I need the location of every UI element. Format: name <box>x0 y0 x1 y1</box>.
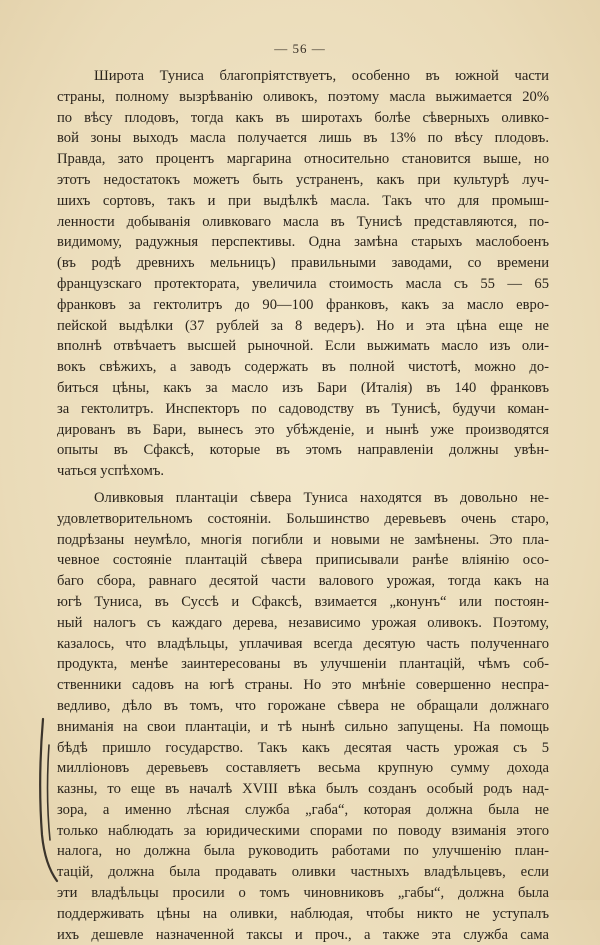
text-line: франковъ за гектолитръ до 90—100 франковъ, какъ за масло евро- <box>57 296 549 313</box>
text-line: зора, а именно лѣсная служба „габа“, которая должна была не <box>57 801 549 818</box>
text-line: вокъ свѣжихъ, а заводъ содержать въ полной чистотѣ, можно до- <box>57 359 549 376</box>
text-line: шихъ сортовъ, такъ и при выдѣлкѣ масла. Такъ что для промыш- <box>57 192 549 209</box>
text-line: биться цѣны, какъ за масло изъ Бари (Италія) въ 140 франковъ <box>57 379 549 396</box>
text-line: за гектолитръ. Инспекторъ по садоводству въ Тунисѣ, будучи коман- <box>57 400 549 417</box>
text-line: казны, то еще въ началѣ XVIII вѣка былъ созданъ особый родъ над- <box>57 781 549 798</box>
text-line: Оливковыя плантаціи сѣвера Туниса находятся въ довольно не- <box>94 489 549 506</box>
text-line: дированъ въ Бари, вынесъ это убѣжденіе, и нынѣ уже производятся <box>57 421 549 438</box>
text-line: тацій, должна была продавать оливки частныхъ владѣльцевъ, если <box>57 864 549 881</box>
text-line: по вѣсу плодовъ, тогда какъ въ широтахъ болѣе сѣверныхъ оливко- <box>57 109 549 126</box>
text-line: удовлетворительномъ состояніи. Большинство деревьевъ очень старо, <box>57 510 549 527</box>
text-line: чаться успѣхомъ. <box>57 463 165 480</box>
text-line: ихъ дешевле назначенной таксы и проч., а также эта служба сама <box>57 926 549 943</box>
margin-pencil-mark <box>35 715 65 885</box>
text-line: видимому, радужныя перспективы. Одна замѣна старыхъ маслобоенъ <box>57 234 549 251</box>
text-line: пейской выдѣлки (37 рублей за 8 ведеръ). Но и эта цѣна еще не <box>57 317 549 334</box>
text-line: ленности добыванія оливковаго масла въ Тунисѣ представляются, по- <box>57 213 549 230</box>
text-line: вполнѣ отвѣчаетъ высшей рыночной. Если выжимать масло изъ оли- <box>57 338 549 355</box>
text-line: югѣ Туниса, въ Суссѣ и Сфаксѣ, взимается „конунъ“ или постоян- <box>57 593 549 610</box>
text-line: опыты въ Сфаксѣ, которые въ этомъ направленіи должны увѣн- <box>57 442 549 459</box>
text-line: этотъ недостатокъ можетъ быть устраненъ, какъ при культурѣ луч- <box>57 171 549 188</box>
text-line: милліоновъ деревьевъ составляетъ весьма крупную сумму дохода <box>57 760 549 777</box>
page-number: — 56 — <box>274 41 326 56</box>
text-line: казалось, что владѣльцы, уплачивая всегда десятую часть полученнаго <box>57 635 549 652</box>
text-line: бѣдѣ пришло государство. Такъ какъ десятая часть урожая съ 5 <box>57 739 549 756</box>
text-line: поддерживать цѣны на оливки, наблюдая, чтобы никто не уступалъ <box>57 905 549 922</box>
text-line: баго сбора, равнаго десятой части валового урожая, тогда какъ на <box>57 573 549 590</box>
text-line: вниманія на свои плантаціи, и тѣ нынѣ сильно запущены. На помощь <box>57 718 549 735</box>
text-line: налога, но должна была руководить работами по улучшенію план- <box>57 843 549 860</box>
text-line: ведливо, дѣло въ томъ, что горожане сѣвера не обращали должнаго <box>57 697 549 714</box>
text-line: подрѣзаны неумѣло, многія погибли и новыми не замѣнены. Это пла- <box>57 531 549 548</box>
text-line: чевное состояніе плантацій сѣвера приписывали ранѣе вліянію осо- <box>57 552 549 569</box>
text-line: продукта, менѣе заинтересованы въ улучшеніи плантацій, чѣмъ соб- <box>57 656 549 673</box>
text-line: (въ родѣ древнихъ мельницъ) правильными заводами, со времени <box>57 255 549 272</box>
text-line: Широта Туниса благопріятствуетъ, особенно въ южной части <box>94 68 549 84</box>
text-line: эти владѣльцы просили о томъ чиновниковъ „габы“, должна была <box>57 885 549 902</box>
paragraph-1 <box>57 66 549 482</box>
text-line: ный налогъ съ каждаго дерева, независимо урожая оливокъ. Поэтому, <box>57 614 549 631</box>
text-line: Правда, зато процентъ маргарина относительно становится выше, но <box>57 151 549 168</box>
body-text <box>57 66 549 945</box>
text-line: ственники садовъ на югѣ страны. Но это мнѣніе совершенно неспра- <box>57 677 549 694</box>
text-line: французскаго протектората, увеличила стоимость масла съ 55 — 65 <box>57 275 549 292</box>
text-line: вой зоны выходъ масла получается лишь въ 13% по вѣсу плодовъ. <box>57 130 549 147</box>
paragraph-2 <box>57 488 549 945</box>
text-line: страны, полному вызрѣванію оливокъ, поэтому масла выжимается 20% <box>57 88 549 105</box>
text-line: только наблюдать за юридическими спорами по поводу взиманія этого <box>57 822 549 839</box>
